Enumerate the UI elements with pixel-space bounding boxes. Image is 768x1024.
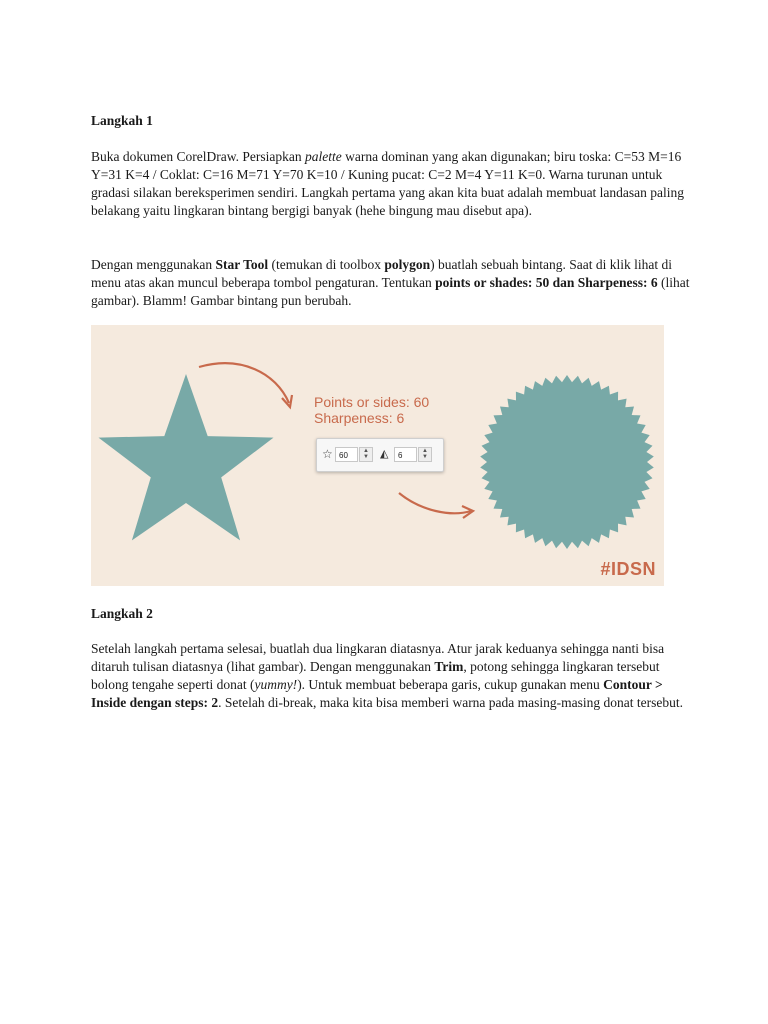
step1-heading: Langkah 1 — [91, 113, 153, 128]
watermark-logo: #IDSN — [600, 559, 656, 579]
arrow-icon — [199, 363, 289, 403]
text-run: (temukan di toolbox — [268, 257, 385, 272]
text-run: Contour > Inside dengan steps: 2 — [91, 677, 663, 710]
star-icon: ☆ — [322, 447, 333, 461]
text-run: ) buatlah sebuah bintang. Saat di klik lihat di menu atas akan muncul beberapa tombol pengaturan. Tentukan — [91, 257, 672, 290]
step2-heading: Langkah 2 — [91, 606, 153, 621]
text-run: . Setelah di-break, maka kita bisa memberi warna pada masing-masing donat tersebut. — [218, 695, 684, 710]
text-run: warna dominan yang akan digunakan; biru toska: C=53 M=16 Y=31 K=4 / Coklat: C=16 M=71 Y=70 K=10 / Kuning pucat: C=2 M=4 Y=11 K=0. Warna turunan untuk gradasi silakan bereksperimen sendiri. Langkah pertama yang akan kita buat adalah membuat landasan paling belakang yaitu lingkaran bintang bergigi banyak (hehe bingung mau disebut apa). — [91, 149, 685, 218]
text-run: Buka dokumen CorelDraw. Persiapkan — [91, 149, 305, 164]
text-run: Star Tool — [215, 257, 269, 272]
step1-paragraph-2 — [91, 256, 691, 310]
text-run: , potong sehingga lingkaran tersebut bolong tengahe seperti donat ( — [91, 659, 660, 692]
text-run: Setelah langkah pertama selesai, buatlah dua lingkaran diatasnya. Atur jarak keduanya sehingga nanti bisa ditaruh tulisan diatasnya (lihat gambar). Dengan menggunakan — [91, 641, 665, 674]
arrow-icon — [399, 493, 471, 513]
text-run: palette — [304, 149, 342, 164]
points-label: Points or sides: 60 — [314, 394, 430, 410]
step2-paragraph-1 — [91, 640, 691, 712]
points-input[interactable]: 60 — [335, 447, 358, 462]
step1-paragraph-1 — [91, 148, 691, 220]
text-run: (lihat gambar). Blamm! Gambar bintang pun berubah. — [91, 275, 690, 308]
text-run: Trim — [434, 659, 464, 674]
star-shape — [99, 374, 274, 540]
sawtooth-star-shape — [480, 375, 654, 549]
text-run: yummy! — [254, 677, 298, 692]
tutorial-figure — [91, 325, 664, 586]
sharpness-icon: ◭ — [380, 448, 389, 460]
text-run: ). Untuk membuat beberapa garis, cukup gunakan menu — [297, 677, 604, 692]
text-run: Dengan menggunakan — [91, 257, 216, 272]
sharpness-label: Sharpeness: 6 — [314, 410, 405, 426]
text-run: points or shades: 50 dan Sharpeness: 6 — [435, 275, 658, 290]
points-stepper[interactable]: ▲ ▼ — [359, 447, 373, 462]
sharpness-input[interactable]: 6 — [394, 447, 417, 462]
sharpness-stepper[interactable]: ▲ ▼ — [418, 447, 432, 462]
star-property-toolbar — [316, 438, 444, 472]
text-run: polygon — [384, 257, 431, 272]
